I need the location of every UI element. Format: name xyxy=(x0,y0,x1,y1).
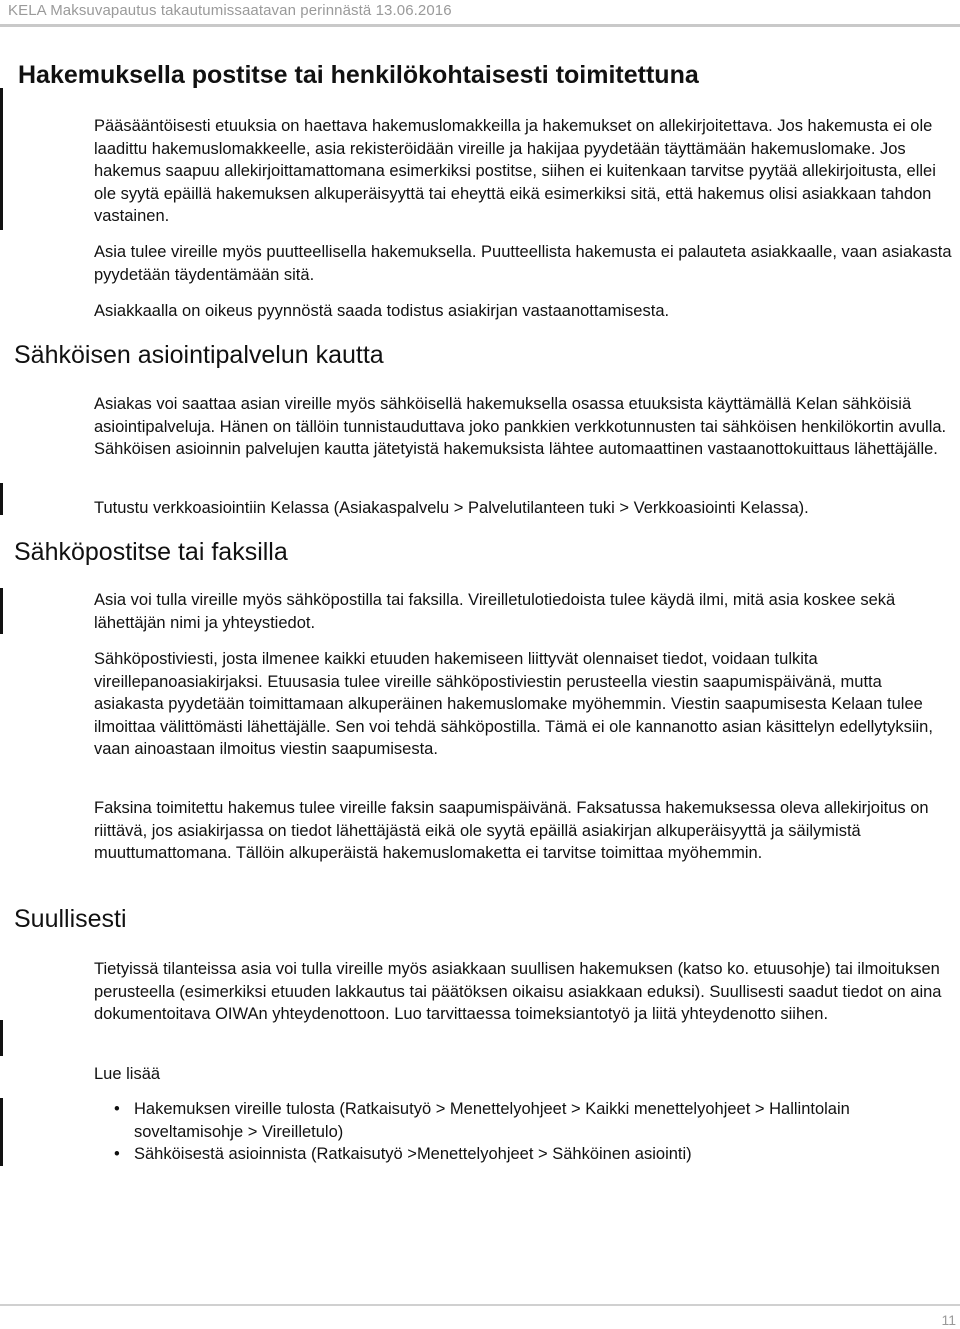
paragraph: Asiakkaalla on oikeus pyynnöstä saada todistus asiakirjan vastaanottamisesta. xyxy=(94,302,670,320)
read-more-list xyxy=(94,1098,956,1166)
section-title-sahkoposti: Sähköpostitse tai faksilla xyxy=(14,538,288,566)
change-bar xyxy=(0,483,3,515)
section-title-postitse: Hakemuksella postitse tai henkilökohtaisesti toimitettuna xyxy=(18,61,699,89)
read-more-label: Lue lisää xyxy=(94,1065,161,1083)
paragraph: Pääsääntöisesti etuuksia on haettava hakemuslomakkeilla ja hakemukset on allekirjoitettava. Jos hakemusta ei ole laadittu hakemuslomakkeelle, asia rekisteröidään vireille ja hakijaa pyydetään täyttämään hakemuslomake. Jos hakemus saapuu allekirjoittamattomana esimerkiksi postitse, siihen ei kuitenkaan tarvitse pyytää allekirjoitusta, ellei ole syytä epäillä hakemuksen alkuperäisyyttä tai eheyttä eikä esimerkiksi sitä, että hakemus olisi asiakkaan tahdon vastainen. xyxy=(94,117,936,225)
document-title: KELA Maksuvapautus takautumissaatavan perinnästä 13.06.2016 xyxy=(8,2,452,19)
paragraph: Faksina toimitettu hakemus tulee vireille faksin saapumispäivänä. Faksatussa hakemuksessa oleva allekirjoitus on riittävä, jos asiakirjassa on tiedot lähettäjästä eikä ole syytä epäillä asiakirjan alkuperäisyyttä ja säilymistä muuttumattomana. Tällöin alkuperäistä hakemuslomaketta ei tarvitse toimittaa myöhemmin. xyxy=(94,799,929,862)
paragraph: Sähköpostiviesti, josta ilmenee kaikki etuuden hakemiseen liittyvät olennaiset tiedot, voidaan tulkita vireillepanoasiakirjaksi. Etuusasia tulee vireille sähköpostiviestin perusteella viestin saapumispäivänä, mutta asiakasta pyydetään toimittamaan alkuperäinen hakemuslomake myöhemmin. Viestin saapumisesta Kelaan tulee ilmoittaa välittömästi lähettäjälle. Sen voi tehdä sähköpostilla. Tämä ei ole kannanotto asian käsittelyn edellytyksiin, vaan ainoastaan ilmoitus viestin saapumisesta. xyxy=(94,650,933,758)
bullet-icon: • xyxy=(114,1145,120,1163)
footer-divider xyxy=(0,1304,960,1306)
section-title-sahkoinen: Sähköisen asiointipalvelun kautta xyxy=(14,341,384,369)
page-number: 11 xyxy=(941,1312,956,1328)
change-bar xyxy=(0,88,3,230)
list-item xyxy=(94,1098,956,1143)
bullet-icon: • xyxy=(114,1100,120,1118)
paragraph: Tutustu verkkoasiointiin Kelassa (Asiakaspalvelu > Palvelutilanteen tuki > Verkkoasiointi Kelassa). xyxy=(94,499,809,517)
paragraph: Asia voi tulla vireille myös sähköpostilla tai faksilla. Vireilletulotiedoista tulee käydä ilmi, mitä asia koskee sekä lähettäjän nimi ja yhteystiedot. xyxy=(94,591,896,632)
paragraph: Tietyissä tilanteissa asia voi tulla vireille myös asiakkaan suullisen hakemuksen (katso ko. etuusohje) tai ilmoituksen perusteella (esimerkiksi etuuden lakkautus tai päätöksen oikaisu asiakkaan eduksi). Suullisesti saadut tiedot on aina dokumentoitava OIWAn yhteydenottoon. Luo tarvittaessa toimeksiantotyö ja liitä yhteydenotto siihen. xyxy=(94,960,942,1023)
section-title-suullisesti: Suullisesti xyxy=(14,905,127,933)
list-item-text[interactable]: Sähköisestä asioinnista (Ratkaisutyö >Menettelyohjeet > Sähköinen asiointi) xyxy=(134,1145,692,1163)
paragraph: Asia tulee vireille myös puutteellisella hakemuksella. Puutteellista hakemusta ei palauteta asiakkaalle, vaan asiakasta pyydetään täydentämään sitä. xyxy=(94,243,952,284)
change-bar xyxy=(0,1020,3,1056)
header-divider xyxy=(0,24,960,27)
change-bar xyxy=(0,1098,3,1166)
list-item xyxy=(94,1143,956,1166)
paragraph: Asiakas voi saattaa asian vireille myös sähköisellä hakemuksella osassa etuuksista käyttämällä Kelan sähköisiä asiointipalveluja. Hänen on tällöin tunnistauduttava joko pankkien verkkotunnusten tai sähköisen henkilökortin avulla. Sähköisen asioinnin palvelujen kautta jätetyistä hakemuksista lähtee automaattinen vastaanottokuittaus lähettäjälle. xyxy=(94,395,947,458)
list-item-text[interactable]: Hakemuksen vireille tulosta (Ratkaisutyö > Menettelyohjeet > Kaikki menettelyohjeet > Hallintolain soveltamisohje > Vireilletulo) xyxy=(134,1100,850,1141)
change-bar xyxy=(0,588,3,634)
